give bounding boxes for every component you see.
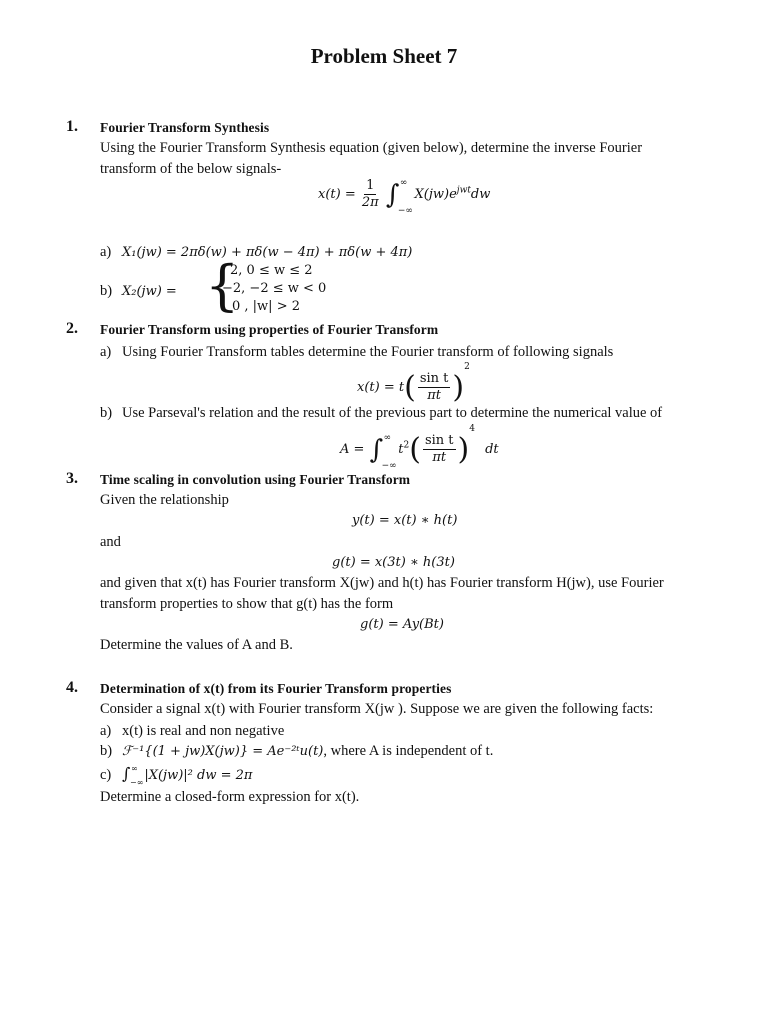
- p2-eq-b-t: t: [398, 442, 404, 457]
- p4-b-math: ℱ⁻¹{(1 + jw)X(jw)} = Ae⁻²ᵗu(t): [122, 744, 324, 759]
- problem-4-line2: Determine a closed-form expression for x(t).: [100, 789, 360, 805]
- p4-b-label: b): [100, 743, 113, 759]
- problem-3-line1: Given the relationship: [100, 492, 229, 508]
- p2-part-b-text: Use Parseval's relation and the result of the previous part to determine the numerical value of: [122, 405, 663, 421]
- problem-4-number: 4.: [66, 679, 78, 696]
- problem-1-intro-line1: Using the Fourier Transform Synthesis equation (given below), determine the inverse Fourier: [100, 140, 643, 156]
- problem-3-line5: Determine the values of A and B.: [100, 637, 293, 653]
- part-a-label: a): [100, 244, 112, 260]
- case-3: 0 , |w| > 2: [232, 299, 300, 314]
- p2-equation-a: x(t) = t( $\frac{\text{sin t}}{\pi t}$ )$^2$: [357, 362, 470, 405]
- problem-1-part-b: [100, 281, 177, 302]
- p4-b-text: , where A is independent of t.: [323, 743, 494, 759]
- integral-upper: ∞: [399, 177, 408, 188]
- synthesis-tail: dw: [470, 187, 491, 202]
- p2-part-a-label: a): [100, 344, 112, 360]
- problem-4-fact-a: [100, 721, 284, 741]
- problem-1-number: 1.: [66, 118, 78, 135]
- p2-eq-b-num: sin t: [424, 433, 454, 448]
- problem-4-heading: Determination of x(t) from its Fourier Transform properties: [100, 681, 452, 696]
- problem-3-line4: transform properties to show that g(t) has the form: [100, 596, 394, 612]
- problem-2-number: 2.: [66, 320, 78, 337]
- p2-eq-b-t-sup: 2: [403, 440, 410, 451]
- case-1: 2, 0 ≤ w ≤ 2: [230, 263, 313, 278]
- synthesis-lhs: x(t) =: [318, 187, 356, 202]
- problem-3-line2: and: [100, 534, 121, 550]
- problem-3-heading: Time scaling in convolution using Fourier Transform: [100, 472, 411, 487]
- synthesis-frac-den: 2π: [361, 195, 379, 210]
- p2-eq-a-power: 2: [464, 362, 470, 372]
- p2-part-a-text: Using Fourier Transform tables determine the Fourier transform of following signals: [122, 344, 614, 360]
- problem-1-heading: Fourier Transform Synthesis: [100, 120, 270, 135]
- synthesis-frac-num: 1: [366, 178, 375, 193]
- p2-integral-sign: ∫ ∞ −∞: [369, 432, 397, 471]
- p4-c-lower: −∞: [130, 778, 144, 787]
- p2-integral-upper: ∞: [383, 432, 392, 443]
- p4-c-math: |X(jw)|² dw = 2π: [144, 768, 253, 783]
- integral-sign: ∫ ∞ −∞: [385, 177, 413, 216]
- p2-eq-a-fraction: [418, 371, 451, 404]
- p4-c-integral: ∫ ∞ −∞: [122, 764, 130, 783]
- synthesis-body: X(jw)e: [414, 187, 457, 202]
- integral-lower: −∞: [397, 205, 413, 216]
- p2-eq-b-tail: dt: [485, 442, 499, 457]
- case-2: −2, −2 ≤ w < 0: [222, 281, 327, 296]
- synthesis-fraction: [362, 178, 379, 211]
- page-title: Problem Sheet 7: [310, 44, 458, 68]
- p2-part-b-label: b): [100, 405, 113, 421]
- piecewise-brace: {: [205, 254, 240, 317]
- p2-eq-a-den: πt: [427, 388, 441, 403]
- p3-eq3: g(t) = Ay(Bt): [360, 617, 444, 632]
- synthesis-sup: jwt: [456, 185, 471, 196]
- problem-4-line1: Consider a signal x(t) with Fourier transform X(jw ). Suppose we are given the following facts:: [100, 701, 654, 717]
- p3-eq1: y(t) = x(t) ∗ h(t): [352, 513, 458, 528]
- problem-3-line3: and given that x(t) has Fourier transform X(jw) and h(t) has Fourier transform H(jw), use Fourier: [100, 575, 664, 591]
- problem-4-fact-b: [100, 741, 493, 762]
- p3-eq2: g(t) = x(3t) ∗ h(3t): [332, 555, 455, 570]
- part-b-lhs: X₂(jw) =: [122, 284, 177, 299]
- p2-eq-a-num: sin t: [419, 371, 449, 386]
- p4-c-upper: ∞: [131, 764, 138, 773]
- p2-eq-b-lhs: A =: [340, 442, 365, 457]
- p2-equation-b: A = ∫ ∞ −∞ $t^2$( $\frac{\text{sin t}}{\pi t}$ )$^4$ dt: [340, 424, 499, 471]
- p4-c-label: c): [100, 767, 112, 783]
- p2-eq-b-power: 4: [469, 424, 475, 434]
- synthesis-equation: [318, 178, 490, 222]
- problem-2-heading: Fourier Transform using properties of Fourier Transform: [100, 322, 439, 337]
- p4-a-text: x(t) is real and non negative: [122, 723, 285, 739]
- problem-3-number: 3.: [66, 470, 78, 487]
- problem-2-part-b: [100, 403, 662, 423]
- p2-eq-b-fraction: [423, 433, 456, 466]
- problem-1-intro-line2: transform of the below signals-: [100, 161, 282, 177]
- problem-2-part-a: [100, 342, 613, 362]
- p2-eq-a-lhs: x(t) = t: [357, 380, 405, 395]
- p4-a-label: a): [100, 723, 112, 739]
- p2-integral-lower: −∞: [381, 460, 397, 471]
- problem-4-fact-c: [100, 764, 252, 786]
- problem-1-part-a: [100, 242, 412, 263]
- part-a-equation: X₁(jw) = 2πδ(w) + πδ(w − 4π) + πδ(w + 4π): [122, 245, 413, 260]
- p2-eq-b-den: πt: [432, 450, 447, 465]
- part-b-label: b): [100, 283, 113, 299]
